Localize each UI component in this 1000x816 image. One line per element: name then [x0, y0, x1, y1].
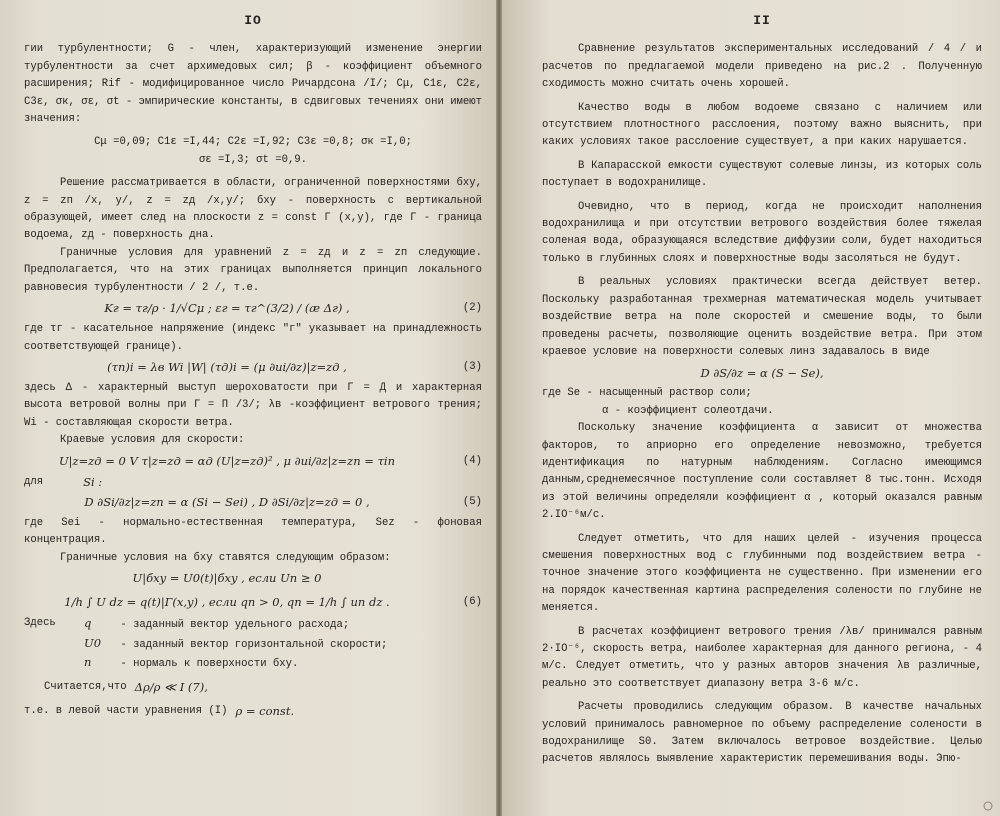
definition-item: q - заданный вектор удельного расхода;	[84, 616, 350, 632]
text-paragraph: Очевидно, что в период, когда не происходит наполнения водохранилища и при отсутствии ветрового воздействия более тяжелая соленая вода, образующаяся вследствие диффузии соли, будет находиться только в глубинных слоях и поверхностные воды засоляться не будут.	[542, 200, 982, 265]
text-paragraph: здесь Δ - характерный выступ шероховатости при Г = Д и характерная высота ветровой волны при Г = П /3/; λв -коэффициент ветрового трения; Wi - составляющая скорости ветра.	[24, 381, 482, 429]
constants-line-1: Cμ =0,09; C1ε =I,44; C2ε =I,92; C3ε =0,8; σк =I,0;	[94, 136, 412, 149]
text-paragraph: В реальных условиях практически всегда действует ветер. Поскольку разработанная трехмерная математическая модель учитывает воздействие ветра на поле скоростей и смешение воды, то были проведены расчеты, позволяющие оценить воздействие ветра. При этом краевое условие на поверхности солевых линз задавалось в виде	[542, 276, 982, 358]
equation-salt	[542, 361, 982, 385]
q-symbol: q	[84, 616, 92, 631]
equation-number: (4)	[462, 454, 482, 467]
text-paragraph: Сравнение результатов экспериментальных исследований / 4 / и расчетов по предлагаемой модели приведено на рис.2 . Полученную сходимость можно считать очень хорошей.	[542, 43, 982, 91]
definition-item: n - нормаль к поверхности бxy.	[84, 654, 299, 670]
text-paragraph: Граничные условия для уравнений z = zд и z = zп следующие. Предполагается, что на этих границах выполняется принцип локального равновесия турбулентности / 2 /, т.е.	[24, 246, 482, 294]
equation-number: (3)	[462, 361, 482, 374]
text-paragraph: где τг - касательное напряжение (индекс "г" указывает на принадлежность соответствующей границе).	[24, 323, 482, 353]
rho-const-line	[24, 703, 482, 720]
for-si-line	[24, 474, 482, 491]
page-number-left: IO	[244, 13, 262, 28]
text-paragraph: В расчетах коэффициент ветрового трения /λв/ принимался равным 2·IO⁻⁶, скорость ветра, наиболее характерная для данного региона, - 4 м/с. Следует отметить, что у разных авторов значения λв различные, реально это соответствует диапазону ветра 3-6 м/с.	[542, 625, 982, 690]
text-line: Граничные условия на бxy ставятся следующим образом:	[60, 551, 391, 564]
si-symbol: Si :	[83, 474, 103, 489]
equation-body: U|бxy = U0(t)|бxy , если Un ≥ 0	[132, 571, 322, 586]
text-line: α - коэффициент солеотдачи.	[602, 404, 774, 417]
text-line: Здесь	[24, 617, 56, 630]
equation-5	[24, 491, 482, 515]
text-line: для	[24, 475, 44, 488]
text-line: Краевые условия для скорости:	[60, 434, 245, 447]
n-symbol: n	[84, 654, 92, 669]
equation-3	[24, 356, 482, 380]
text-paragraph: где Sei - нормально-естественная температура, Sez - фоновая концентрация.	[24, 516, 482, 547]
equation-body: (τn)i = λв Wi |W| (τд)i = (μ ∂ui/∂z)|z=zд ,	[107, 360, 347, 375]
corner-mark-icon	[982, 800, 994, 812]
text-line: где Sе - насыщенный раствор соли;	[542, 387, 752, 400]
text-paragraph: Поскольку значение коэффициента α зависит от множества факторов, то априорно его определение невозможно, требуется идентификация по натурным наблюдениям. Согласно имеющимся данным,среднемесячное поступление соли составляет 8 тыс.тонн. Исходя из этой величины определяли коэффициент α , который оказался равным 2.IO⁻⁶м/с.	[542, 422, 982, 522]
text-paragraph: Следует отметить, что для наших целей - изучения процесса смешения поверхностных вод с глубинными под воздействием ветра - точное значение этого коэффициента не существенно. При изменении его на порядок качественная картина распределения солености по глубине не меняется.	[542, 532, 982, 615]
text-paragraph: В Капарасской емкости существуют солевые линзы, из которых соль поступает в водохранилище.	[542, 159, 982, 190]
text-line: Считается,что	[44, 681, 127, 694]
rho-const: ρ = const.	[235, 703, 295, 718]
condition-7-line	[24, 679, 482, 696]
equation-number: (6)	[462, 596, 482, 609]
text-line: гии турбулентности; G - член, характеризующий изменение энергии турбулентности за счет архимедовых сил; β - коэффициент объемного расширения; Rif - модифицированное число Ричардсона /I/; Cμ, C1ε, C2ε, C3ε, σк, σε, σt - эмпирические константы, в сдвиговых течениях они имеют значения:	[24, 43, 482, 126]
page-number-right: II	[753, 13, 771, 28]
text-paragraph: Решение рассматривается в области, ограниченной поверхностями бxy, z = zп /x, y/, z = zд /x,y/; бxy - поверхность с вертикальной образующей, имеет след на плоскости z = const Г (x,y), где Г - граница водоема, zд - поверхность дна.	[24, 177, 482, 242]
right-page	[502, 0, 1000, 816]
definition-item: U0 - заданный вектор горизонтальной скорости;	[84, 635, 388, 651]
equation-body: U|z=zд = 0 V τ|z=zд = αд (U|z=zд)² , μ ∂ui/∂z|z=zп = τin	[58, 453, 396, 468]
u0-symbol: U0	[84, 635, 102, 650]
text-paragraph: Качество воды в любом водоеме связано с наличием или отсутствием плотностного расслоения, поэтому важно выяснить, при каких условиях такое расслоение существует, а при каких нарушается.	[542, 101, 982, 149]
equation-6a	[24, 567, 482, 591]
text-line: т.е. в левой части уравнения (I)	[24, 704, 228, 717]
equation-body: 1/h ∫ U dz = q(t)|Г(x,y) , если qn > 0, qn = 1/h ∫ un dz .	[64, 595, 390, 610]
equation-body: D ∂Si/∂z|z=zп = α (Si − Sei) , D ∂Si/∂z|z=zд = 0 ,	[84, 495, 370, 510]
left-page	[0, 0, 496, 816]
constants-line-2: σε =I,3; σt =0,9.	[198, 153, 308, 166]
equation-body: Kг = τг/ρ · 1/√Cμ ; εг = τг^(3/2) / (æ Δг) ,	[104, 301, 350, 316]
equation-number: (2)	[462, 302, 482, 315]
equation-2	[24, 297, 482, 321]
equation-6b	[24, 591, 482, 615]
text-paragraph: Расчеты проводились следующим образом. В качестве начальных условий принималось равномерное по объему распределение солености в водохранилище S0. Затем включалось ветровое воздействие. Целью расчетов являлось выявление характеристик перемешивания воды. Эпю-	[542, 701, 982, 766]
equation-4	[24, 450, 482, 474]
equation-body: D ∂S/∂z = α (S − Sе),	[700, 365, 824, 380]
equation-7: Δρ/ρ ≪ I (7),	[134, 680, 208, 695]
equation-number: (5)	[462, 496, 482, 509]
definition-list	[24, 615, 482, 673]
